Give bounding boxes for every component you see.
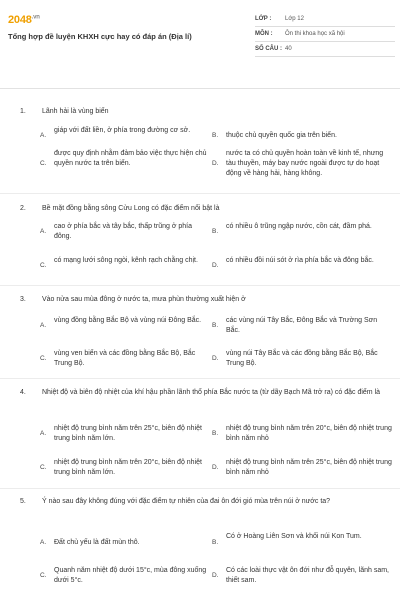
option-text: nhiệt độ trung bình năm trên 20°c, biên độ nhiệt trung bình năm lớn. <box>54 459 202 476</box>
document-meta <box>255 12 395 57</box>
document-title: Tổng hợp đề luyện KHXH cực hay có đáp án (Địa lí) <box>8 32 192 41</box>
meta-value: 40 <box>285 46 292 52</box>
question-number: 5. <box>20 498 26 505</box>
question-text: Vào nửa sau mùa đông ở nước ta, mưa phùn thường xuất hiện ở <box>42 296 246 303</box>
option-label: A. <box>40 430 47 437</box>
option-text: có nhiều đồi núi sót ở rìa phía bắc và đông bắc. <box>226 257 374 264</box>
option-label: A. <box>40 539 47 546</box>
question-text: Nhiệt độ và biên độ nhiệt của khí hậu phần lãnh thổ phía Bắc nước ta (từ dãy Bạch Mã trở ra) có đặc điểm là <box>42 389 381 396</box>
meta-row-subject <box>255 27 395 42</box>
option-label: B. <box>212 539 219 546</box>
site-logo[interactable] <box>8 14 40 26</box>
option-label: B. <box>212 132 219 139</box>
question-divider <box>0 193 400 194</box>
option-text: vùng núi Tây Bắc và các đồng bằng Bắc Bộ, Bắc Trung Bộ. <box>226 350 378 367</box>
header-divider <box>0 88 400 89</box>
option-label: A. <box>40 228 47 235</box>
option-text: vùng ven biển và các đồng bằng Bắc Bộ, Bắc Trung Bộ. <box>54 350 196 367</box>
meta-value: Ôn thi khoa học xã hội <box>285 31 345 37</box>
option-label: A. <box>40 322 47 329</box>
option-text: cao ở phía bắc và tây bắc, thấp trũng ở phía đông. <box>54 223 192 240</box>
option-text: nhiệt độ trung bình năm trên 20°c, biên độ nhiệt trung bình năm nhỏ <box>226 425 392 442</box>
option-text: được quy định nhằm đảm bảo việc thực hiện chủ quyền nước ta trên biển. <box>54 150 207 167</box>
question-text: Lãnh hải là vùng biển <box>42 108 109 115</box>
logo-text: 2048 <box>8 14 32 26</box>
question-number: 2. <box>20 205 26 212</box>
meta-row-count <box>255 42 395 57</box>
option-label: B. <box>212 430 219 437</box>
option-text: Có ở Hoàng Liên Sơn và khối núi Kon Tum. <box>226 533 362 540</box>
option-text: giáp với đất liền, ở phía trong đường cơ sở. <box>54 127 191 134</box>
meta-key: LỚP : <box>255 16 272 22</box>
option-label: D. <box>212 572 219 579</box>
option-text: nhiệt độ trung bình năm trên 25°c, biên độ nhiệt trung bình năm nhỏ <box>226 459 392 476</box>
logo-suffix: .vn <box>31 14 40 21</box>
option-label: D. <box>212 355 219 362</box>
question-divider <box>0 285 400 286</box>
option-text: nước ta có chủ quyền hoàn toàn về kinh tế, nhưng tàu thuyền, máy bay nước ngoài được tự do hoạt động về hàng hải, hàng không. <box>226 150 384 177</box>
option-label: A. <box>40 132 47 139</box>
option-label: C. <box>40 160 47 167</box>
question-divider <box>0 378 400 379</box>
question-divider <box>0 488 400 489</box>
page-header <box>0 0 400 88</box>
option-text: Có các loài thực vật ôn đới như đỗ quyên, lãnh sam, thiết sam. <box>226 567 389 584</box>
meta-key: SỐ CÂU : <box>255 46 282 52</box>
meta-key: MÔN : <box>255 31 273 37</box>
meta-row-class <box>255 12 395 27</box>
option-text: có nhiều ô trũng ngập nước, cồn cát, đầm phá. <box>226 223 372 230</box>
option-text: nhiệt độ trung bình năm trên 25°c, biên độ nhiệt trung bình năm lớn. <box>54 425 202 442</box>
option-text: các vùng núi Tây Bắc, Đông Bắc và Trường Sơn Bắc. <box>226 317 378 334</box>
question-number: 3. <box>20 296 26 303</box>
option-label: C. <box>40 464 47 471</box>
question-number: 1. <box>20 108 26 115</box>
option-label: D. <box>212 160 219 167</box>
question-text: Bề mặt đồng bằng sông Cửu Long có đặc điểm nổi bật là <box>42 205 220 212</box>
option-label: C. <box>40 355 47 362</box>
option-text: Quanh năm nhiệt độ dưới 15°c, mùa đông xuống dưới 5°c. <box>54 567 207 584</box>
question-number: 4. <box>20 389 26 396</box>
option-label: D. <box>212 464 219 471</box>
option-text: vùng đồng bằng Bắc Bộ và vùng núi Đông Bắc. <box>54 317 202 324</box>
option-label: C. <box>40 262 47 269</box>
option-text: thuộc chủ quyền quốc gia trên biển. <box>226 132 337 139</box>
option-text: có mạng lưới sông ngòi, kênh rạch chằng chịt. <box>54 257 198 264</box>
option-text: Đất chủ yếu là đất mùn thô. <box>54 539 140 546</box>
option-label: B. <box>212 322 219 329</box>
question-text: Ý nào sau đây không đúng với đặc điểm tự nhiên của đai ôn đới gió mùa trên núi ở nước ta? <box>42 498 331 505</box>
option-label: C. <box>40 572 47 579</box>
option-label: B. <box>212 228 219 235</box>
meta-value: Lớp 12 <box>285 16 304 22</box>
option-label: D. <box>212 262 219 269</box>
